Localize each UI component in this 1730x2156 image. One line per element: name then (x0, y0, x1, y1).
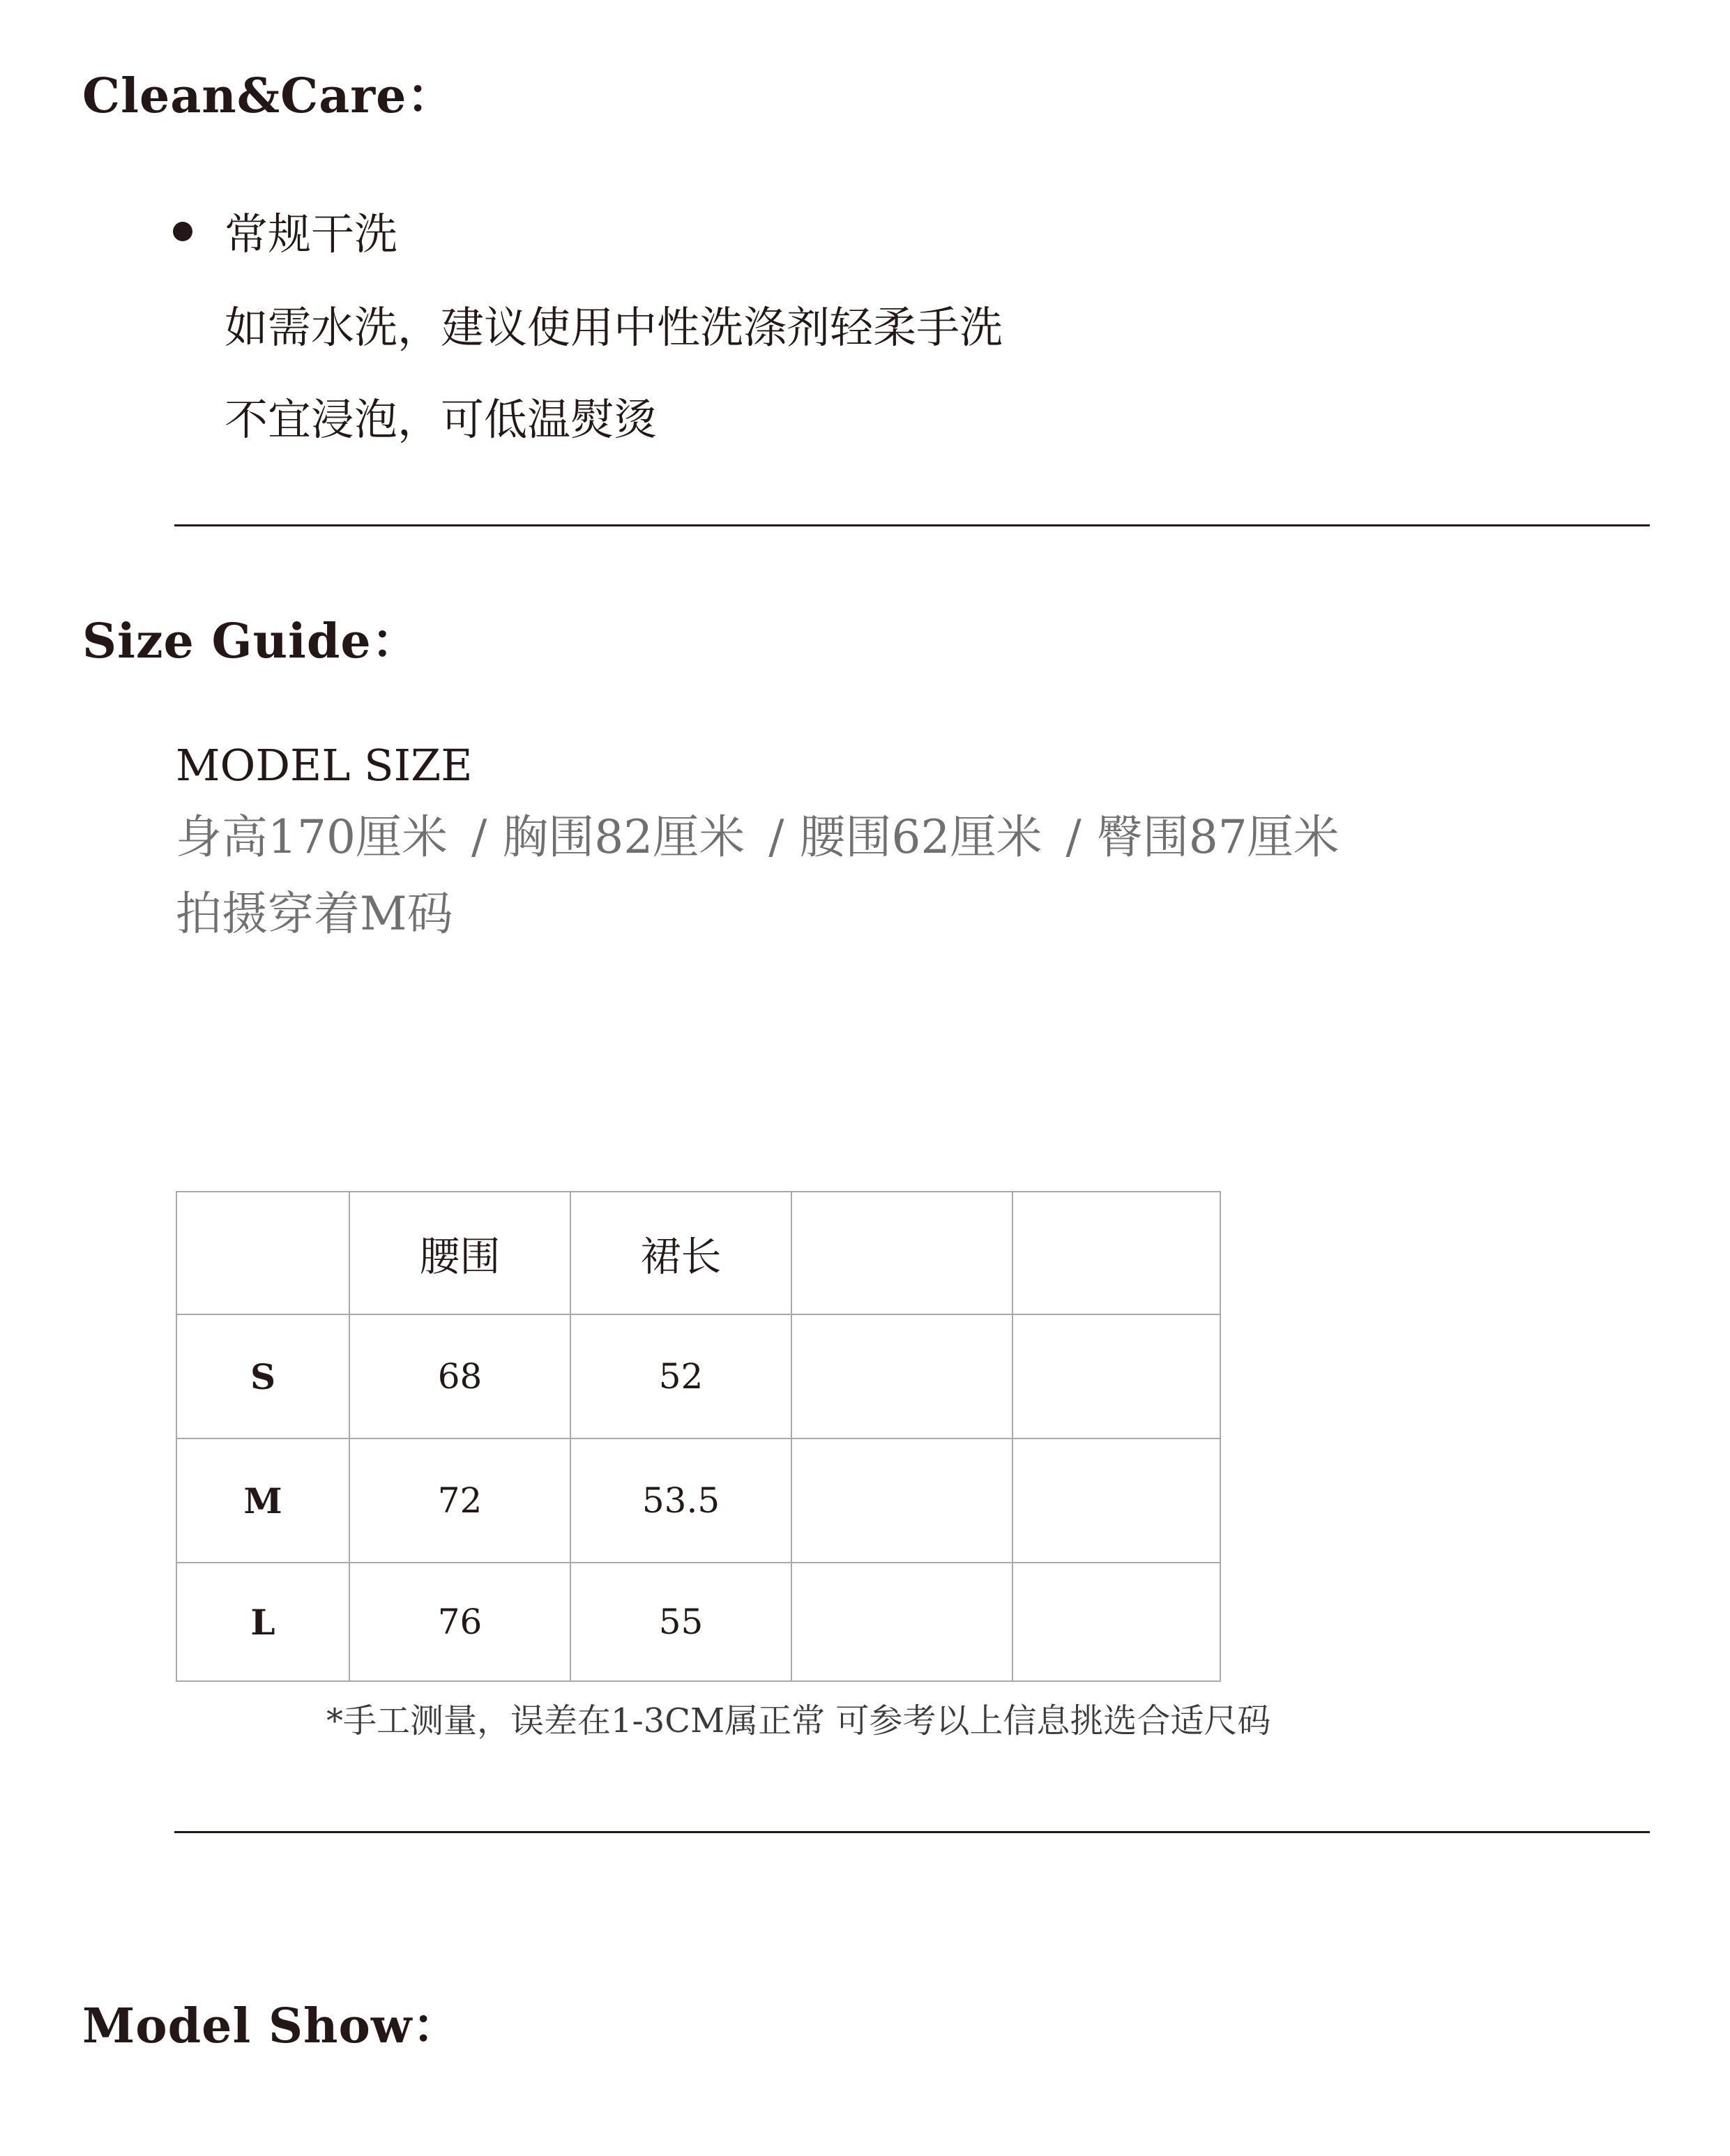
model-height: 身高170厘米 (176, 810, 448, 864)
table-cell-size: L (176, 1563, 349, 1681)
table-cell (791, 1314, 1012, 1438)
table-cell (1012, 1563, 1220, 1681)
table-cell: 53.5 (570, 1438, 791, 1563)
care-line-no-soak: 不宜浸泡，可低温熨烫 (225, 394, 658, 445)
bullet-icon (173, 222, 192, 241)
table-cell (791, 1438, 1012, 1563)
separator: / (768, 810, 784, 864)
measurement-note: *手工测量，误差在1-3CM属正常 可参考以上信息挑选合适尺码 (326, 1701, 1271, 1740)
table-header-cell (1012, 1192, 1220, 1314)
table-header-row (176, 1192, 1220, 1314)
table-cell (1012, 1438, 1220, 1563)
table-cell: 52 (570, 1314, 791, 1438)
table-cell: 68 (349, 1314, 570, 1438)
model-wearing-size: 拍摄穿着M码 (176, 887, 453, 941)
care-line-dry-clean: 常规干洗 (225, 208, 398, 259)
clean-care-heading: Clean&Care： (82, 68, 455, 124)
model-measurements (176, 807, 1340, 867)
table-header-skirt-length: 裙长 (570, 1192, 791, 1314)
table-cell-size: M (176, 1438, 349, 1563)
table-cell: 72 (349, 1438, 570, 1563)
model-bust: 胸围82厘米 (502, 810, 745, 864)
model-waist: 腰围62厘米 (799, 810, 1042, 864)
table-row (176, 1563, 1220, 1681)
model-show-heading: Model Show： (82, 1998, 461, 2054)
table-header-cell (176, 1192, 349, 1314)
model-size-title: MODEL SIZE (176, 740, 473, 791)
size-table (176, 1191, 1221, 1682)
table-header-cell (791, 1192, 1012, 1314)
section-divider-1 (174, 524, 1650, 526)
section-divider-2 (174, 1831, 1650, 1833)
model-hip: 臀围87厘米 (1096, 810, 1340, 864)
table-row (176, 1314, 1220, 1438)
table-cell-size: S (176, 1314, 349, 1438)
care-line-hand-wash: 如需水洗，建议使用中性洗涤剂轻柔手洗 (225, 302, 1003, 353)
table-row (176, 1438, 1220, 1563)
table-header-waist: 腰围 (349, 1192, 570, 1314)
size-guide-heading: Size Guide： (82, 614, 420, 669)
table-cell (1012, 1314, 1220, 1438)
table-cell (791, 1563, 1012, 1681)
table-cell: 55 (570, 1563, 791, 1681)
separator: / (471, 810, 487, 864)
table-cell: 76 (349, 1563, 570, 1681)
separator: / (1065, 810, 1082, 864)
